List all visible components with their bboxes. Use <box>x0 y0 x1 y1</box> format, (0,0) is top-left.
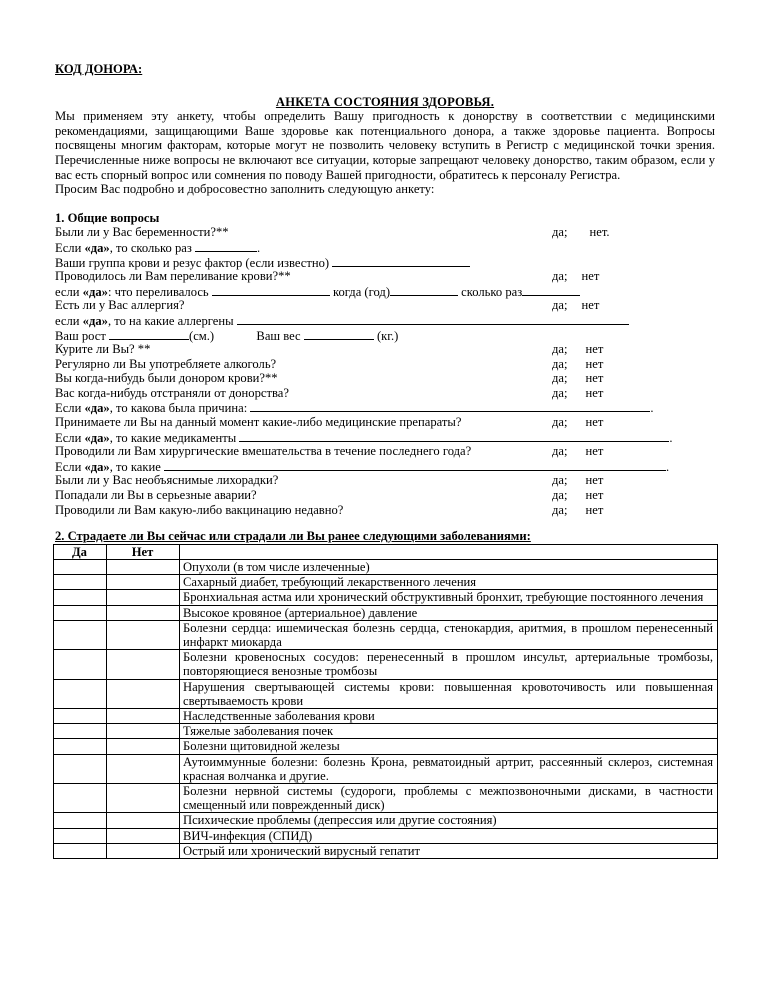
no-cell[interactable] <box>107 620 180 649</box>
answer-options <box>552 371 603 386</box>
table-row <box>54 739 718 754</box>
question-text: Вы когда-нибудь были донором крови?** <box>55 371 278 386</box>
yes-cell[interactable] <box>54 709 107 724</box>
question-text: Регулярно ли Вы употребляете алкоголь? <box>55 356 277 371</box>
section1-title: 1. Общие вопросы <box>55 210 160 225</box>
surgery-field[interactable] <box>164 459 666 471</box>
disease-name: Болезни сердца: ишемическая болезнь сердца, стенокардия, аритмия, в прошлом перенесенный инфаркт миокарда <box>180 620 718 649</box>
yes-bold: «да» <box>82 313 108 328</box>
answer-options <box>552 342 603 357</box>
disease-name: Психические проблемы (депрессия или другие состояния) <box>180 813 718 828</box>
answer-yes[interactable]: да; <box>552 473 568 488</box>
answer-options <box>552 444 603 459</box>
table-row <box>54 709 718 724</box>
how-many-field[interactable] <box>522 284 580 296</box>
form-page <box>55 62 715 859</box>
question-text: Вас когда-нибудь отстраняли от донорства? <box>55 385 289 400</box>
weight-field[interactable] <box>304 328 374 340</box>
if-label: Если <box>55 459 85 474</box>
no-cell[interactable] <box>107 575 180 590</box>
which-allergens-label: , то на какие аллергены <box>107 313 234 328</box>
yes-cell[interactable] <box>54 843 107 858</box>
table-row <box>54 650 718 679</box>
table-row <box>54 575 718 590</box>
question-text: Проводили ли Вам какую-либо вакцинацию недавно? <box>55 502 344 517</box>
height-label: Ваш рост <box>55 328 106 343</box>
question-text: Были ли у Вас необъяснимые лихорадки? <box>55 473 279 488</box>
yes-cell[interactable] <box>54 605 107 620</box>
question-text: Были ли у Вас беременности?** <box>55 225 229 240</box>
question-allergens <box>55 313 715 328</box>
diseases-table <box>53 544 718 859</box>
no-cell[interactable] <box>107 828 180 843</box>
form-title: АНКЕТА СОСТОЯНИЯ ЗДОРОВЬЯ. <box>275 94 495 109</box>
height-unit: (см.) <box>189 328 215 343</box>
disease-name: ВИЧ-инфекция (СПИД) <box>180 828 718 843</box>
answer-no[interactable]: нет <box>581 269 600 284</box>
yes-quoted: «да» <box>84 430 110 445</box>
disease-name: Болезни щитовидной железы <box>180 739 718 754</box>
how-many-label: сколько раз <box>461 284 523 299</box>
answer-no[interactable]: нет <box>585 342 604 357</box>
answer-options <box>552 415 603 430</box>
answer-options <box>552 473 603 488</box>
question-allergy <box>55 298 715 313</box>
no-cell[interactable] <box>107 679 180 708</box>
question-text: Есть ли у Вас аллергия? <box>55 298 185 313</box>
no-cell[interactable] <box>107 739 180 754</box>
answer-yes[interactable]: да; <box>552 371 568 386</box>
disease-name: Острый или хронический вирусный гепатит <box>180 843 718 858</box>
question-height-weight <box>55 328 715 343</box>
disease-name: Болезни нервной системы (судороги, проблемы с межпозвоночными дисками, в частности смещенный или поврежденный диск) <box>180 784 718 813</box>
answer-no[interactable]: нет <box>585 444 604 459</box>
question-smoke <box>55 342 715 357</box>
section2-title: 2. Страдаете ли Вы сейчас или страдали ли Вы ранее следующими заболеваниями: <box>55 529 531 544</box>
reason-label: , то какова была причина: <box>109 401 248 416</box>
question-suspended <box>55 386 715 401</box>
period: . <box>665 459 670 474</box>
yes-cell[interactable] <box>54 828 107 843</box>
table-header-row <box>54 544 718 559</box>
answer-yes[interactable]: да; <box>552 444 568 459</box>
answer-yes[interactable]: да; <box>552 385 568 400</box>
yes-cell[interactable] <box>54 813 107 828</box>
question-text: Принимаете ли Вы на данный момент какие-либо медицинские препараты? <box>55 415 462 430</box>
answer-no[interactable]: нет <box>585 385 604 400</box>
no-cell[interactable] <box>107 754 180 783</box>
answer-no[interactable]: нет <box>585 415 604 430</box>
disease-name: Опухоли (в том числе излеченные) <box>180 560 718 575</box>
yes-quoted: «да» <box>84 401 110 416</box>
yes-cell[interactable] <box>54 575 107 590</box>
answer-yes[interactable]: да; <box>552 502 568 517</box>
answer-yes[interactable]: да; <box>552 488 568 503</box>
yes-cell[interactable] <box>54 679 107 708</box>
answer-options <box>552 386 603 401</box>
answer-yes[interactable]: да; <box>552 269 568 284</box>
period: . <box>669 430 673 445</box>
table-row <box>54 605 718 620</box>
question-blood-group <box>55 255 715 270</box>
pregnancy-count-field[interactable] <box>195 240 257 252</box>
question-accidents <box>55 488 715 503</box>
answer-no[interactable]: нет <box>585 488 604 503</box>
answer-yes[interactable]: да; <box>552 356 568 371</box>
disease-name: Высокое кровяное (артериальное) давление <box>180 605 718 620</box>
question-reason <box>55 400 715 415</box>
answer-yes[interactable]: да; <box>552 342 568 357</box>
intro <box>55 109 715 197</box>
table-row <box>54 828 718 843</box>
answer-no[interactable]: нет <box>581 298 600 313</box>
if-label: если <box>55 284 83 299</box>
answer-yes[interactable]: да; <box>552 225 568 240</box>
allergens-field[interactable] <box>237 313 629 325</box>
question-surgery <box>55 444 715 459</box>
col-no-header: Нет <box>107 544 180 559</box>
question-vaccination <box>55 503 715 518</box>
yes-cell[interactable] <box>54 724 107 739</box>
answer-no[interactable]: нет. <box>589 225 610 240</box>
no-cell[interactable] <box>107 650 180 679</box>
answer-options <box>552 225 610 240</box>
intro-paragraph: Мы применяем эту анкету, чтобы определить Вашу пригодность к донорству в соответствии с медицинскими рекомендациями, защищающими Ваше здоровье как потенциального донора, а также здоровье пациента. Вопросы посвящены многим факторам, которые могут не позволить человеку вступить в Регистр с медицинской точки зрения. Перечисленные ниже вопросы не включают все ситуации, которые запрещают человеку донорство, таким образом, если у вас есть спорный вопрос или сомнения по поводу Вашей пригодности, обратитесь к персоналу Регистра. <box>55 109 715 182</box>
yes-quoted: «да» <box>84 459 110 474</box>
yes-cell[interactable] <box>54 784 107 813</box>
table-row <box>54 843 718 858</box>
yes-cell[interactable] <box>54 650 107 679</box>
yes-cell[interactable] <box>54 754 107 783</box>
no-cell[interactable] <box>107 709 180 724</box>
question-text: Ваши группа крови и резус фактор (если известно) <box>55 255 330 270</box>
disease-name: Тяжелые заболевания почек <box>180 724 718 739</box>
question-transfusion-details <box>55 284 715 299</box>
no-cell[interactable] <box>107 605 180 620</box>
answer-yes[interactable]: да; <box>552 298 568 313</box>
no-cell[interactable] <box>107 813 180 828</box>
table-row <box>54 620 718 649</box>
question-which-medication <box>55 430 715 445</box>
answer-options <box>552 357 603 372</box>
table-row <box>54 560 718 575</box>
question-fever <box>55 473 715 488</box>
if-label: Если <box>55 401 85 416</box>
medication-field[interactable] <box>239 430 669 442</box>
if-label: Если <box>55 430 85 445</box>
answer-options <box>552 298 599 313</box>
yes-bold: «да» <box>82 284 108 299</box>
reason-field[interactable] <box>250 400 650 412</box>
table-row <box>54 590 718 605</box>
disease-name: Наследственные заболевания крови <box>180 709 718 724</box>
weight-unit: (кг.) <box>376 328 399 343</box>
answer-options <box>552 269 599 284</box>
question-transfusion <box>55 269 715 284</box>
yes-cell[interactable] <box>54 590 107 605</box>
what-transfused-field[interactable] <box>212 284 330 296</box>
no-cell[interactable] <box>107 784 180 813</box>
disease-name: Аутоиммунные болезни: болезнь Крона, ревматоидный артрит, рассеянный склероз, системная красная волчанка и другие. <box>180 754 718 783</box>
question-pregnancy-count <box>55 240 715 255</box>
question-text: Проводили ли Вам хирургические вмешательства в течение последнего года? <box>55 444 472 459</box>
weight-label: Ваш вес <box>256 328 301 343</box>
question-medication <box>55 415 715 430</box>
disease-name: Нарушения свертывающей системы крови: повышенная кровоточивость или повышенная свертываемость крови <box>180 679 718 708</box>
intro-request: Просим Вас подробно и добросовестно заполнить следующую анкету: <box>55 182 435 197</box>
disease-name: Сахарный диабет, требующий лекарственного лечения <box>180 575 718 590</box>
question-pregnancy <box>55 225 715 240</box>
disease-name: Бронхиальная астма или хронический обструктивный бронхит, требующие постоянного лечения <box>180 590 718 605</box>
disease-name: Болезни кровеносных сосудов: перенесенный в прошлом инсульт, артериальные тромбозы, повторяющиеся венозные тромбозы <box>180 650 718 679</box>
period: . <box>256 240 261 255</box>
col-yes-header: Да <box>54 544 107 559</box>
answer-options <box>552 488 603 503</box>
no-cell[interactable] <box>107 560 180 575</box>
yes-cell[interactable] <box>54 620 107 649</box>
question-which-surgery <box>55 459 715 474</box>
which-medication-label: , то какие медикаменты <box>109 430 237 445</box>
answer-no[interactable]: нет <box>585 356 604 371</box>
table-row <box>54 679 718 708</box>
question-text: Проводилось ли Вам переливание крови?** <box>55 269 291 284</box>
which-surgery-label: , то какие <box>109 459 161 474</box>
period: . <box>650 401 654 416</box>
answer-yes[interactable]: да; <box>552 415 568 430</box>
answer-no[interactable]: нет <box>585 502 604 517</box>
donor-code-label: КОД ДОНОРА: <box>55 62 143 76</box>
no-cell[interactable] <box>107 843 180 858</box>
col-disease-header <box>180 544 718 559</box>
table-row <box>54 724 718 739</box>
if-label: Если <box>55 240 85 255</box>
question-alcohol <box>55 357 715 372</box>
answer-no[interactable]: нет <box>585 473 604 488</box>
when-year-label: когда (год) <box>332 284 391 299</box>
question-text: Курите ли Вы? ** <box>55 342 151 357</box>
table-row <box>54 784 718 813</box>
no-cell[interactable] <box>107 724 180 739</box>
table-row <box>54 754 718 783</box>
when-year-field[interactable] <box>390 284 458 296</box>
question-text: Попадали ли Вы в серьезные аварии? <box>55 488 257 503</box>
no-cell[interactable] <box>107 590 180 605</box>
yes-quoted: «да» <box>84 240 110 255</box>
question-text: , то сколько раз <box>109 240 192 255</box>
blood-group-field[interactable] <box>332 255 470 267</box>
answer-no[interactable]: нет <box>585 371 604 386</box>
yes-cell[interactable] <box>54 739 107 754</box>
table-row <box>54 813 718 828</box>
yes-cell[interactable] <box>54 560 107 575</box>
what-transfused-label: : что переливалось <box>107 284 209 299</box>
answer-options <box>552 503 603 518</box>
if-label: если <box>55 313 83 328</box>
question-donor-before <box>55 371 715 386</box>
height-field[interactable] <box>109 328 189 340</box>
